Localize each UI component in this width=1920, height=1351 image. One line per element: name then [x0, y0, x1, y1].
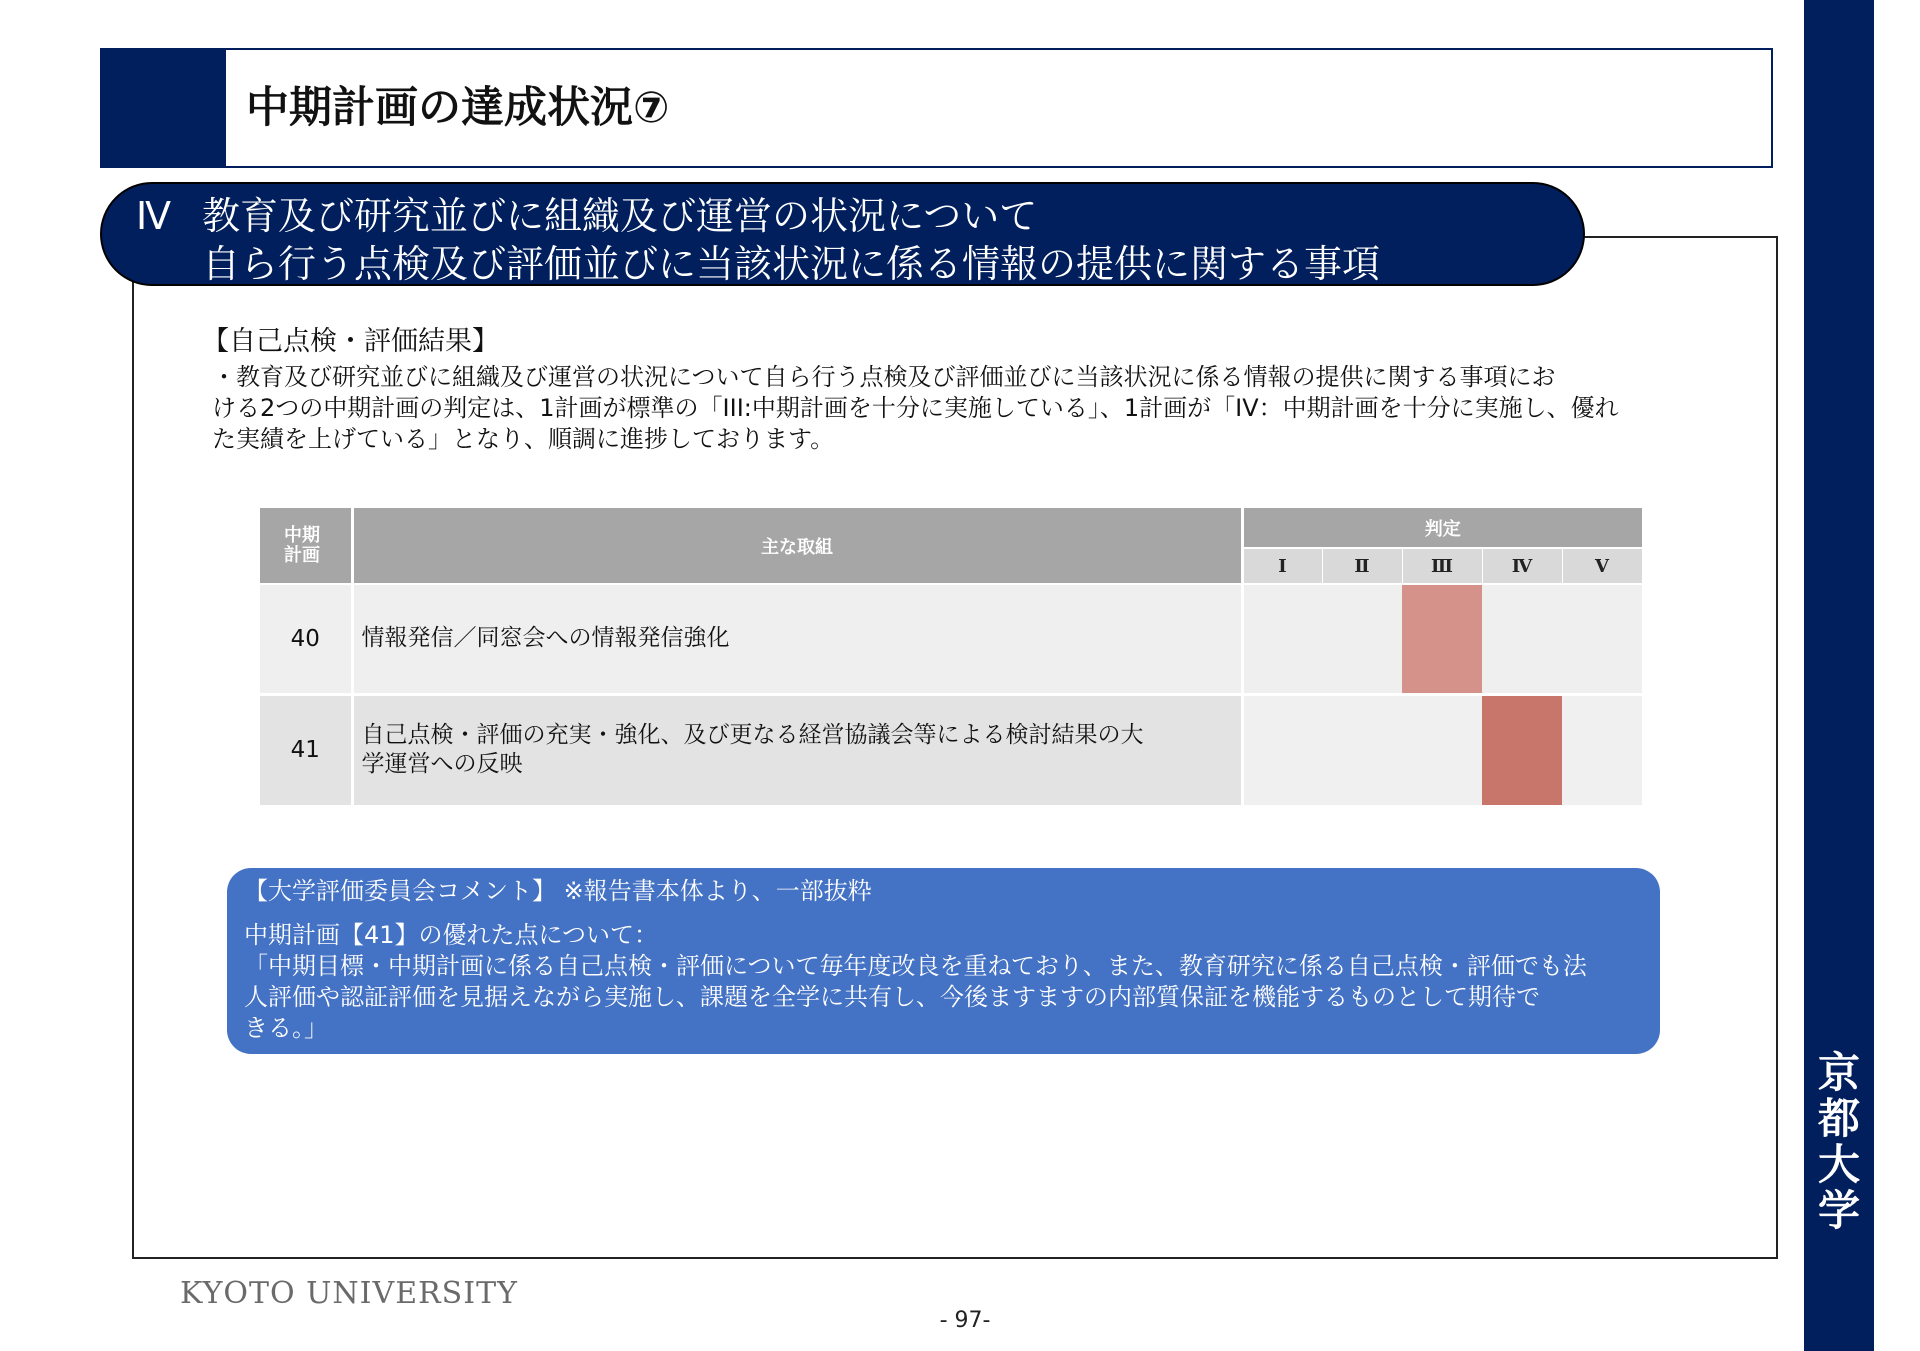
section-title-line1: 教育及び研究並びに組織及び運営の状況について: [202, 194, 1038, 238]
comment-line: 人評価や認証評価を見据えながら実施し、課題を全学に共有し、今後ますますの内部質保証を機能するものとして期待で: [244, 983, 1540, 1011]
grade-cell-selected: [1482, 694, 1562, 806]
footer-university-logo: KYOTO UNIVERSITY: [180, 1276, 518, 1311]
section-header: [100, 182, 1585, 286]
page-title: 中期計画の達成状況⑦: [246, 83, 670, 133]
plan-number: 41: [260, 694, 352, 806]
column-header-action: 主な取組: [352, 508, 1242, 584]
comment-line: きる。」: [244, 1014, 328, 1042]
grade-cell: [1482, 584, 1562, 694]
grade-cell-selected: [1402, 584, 1482, 694]
evaluation-line: た実績を上げている」となり、順調に進捗しております。: [212, 425, 835, 453]
title-bar: [100, 48, 1773, 168]
grade-cell: [1322, 584, 1402, 694]
comment-line: 中期計画【41】の優れた点について：: [244, 921, 659, 949]
judgement-table: [260, 508, 1643, 808]
action-cell: 情報発信／同窓会への情報発信強化: [352, 584, 1242, 694]
grade-cell: [1402, 694, 1482, 806]
plan-number: 40: [260, 584, 352, 694]
table-row: [260, 584, 1642, 694]
grade-header-1: Ⅰ: [1242, 548, 1322, 584]
university-logo-vertical: 京 都 大 学: [1817, 1048, 1860, 1235]
grade-cell: [1242, 584, 1322, 694]
evaluation-line: ける2つの中期計画の判定は、1計画が標準の「III:中期計画を十分に実施している」、1計画が「IV：中期計画を十分に実施し、優れ: [212, 394, 1619, 422]
grade-header-5: Ⅴ: [1562, 548, 1642, 584]
column-header-plan: 中期 計画: [260, 508, 352, 584]
column-header-judgement: 判定: [1242, 508, 1642, 548]
title-accent-block: [102, 50, 226, 166]
grade-cell: [1562, 584, 1642, 694]
evaluation-line: ・教育及び研究並びに組織及び運営の状況について自ら行う点検及び評価並びに当該状況に係る情報の提供に関する事項にお: [212, 363, 1556, 391]
grade-cell: [1242, 694, 1322, 806]
grade-header-3: Ⅲ: [1402, 548, 1482, 584]
section-title-line2: 自ら行う点検及び評価並びに当該状況に係る情報の提供に関する事項: [202, 242, 1381, 286]
action-cell: 自己点検・評価の充実・強化、及び更なる経営協議会等による検討結果の大 学運営への反映: [352, 694, 1242, 806]
comment-text: [244, 920, 1644, 1044]
page-number: - 97-: [939, 1308, 991, 1333]
evaluation-heading: 【自己点検・評価結果】: [202, 326, 499, 357]
table-row: [260, 694, 1642, 806]
grade-cell: [1322, 694, 1402, 806]
section-number: Ⅳ: [136, 194, 172, 238]
comment-line: 「中期目標・中期計画に係る自己点検・評価について毎年度改良を重ねており、また、教育研究に係る自己点検・評価でも法: [244, 952, 1587, 980]
grade-header-4: Ⅳ: [1482, 548, 1562, 584]
side-bar: [1804, 0, 1874, 1351]
grade-cell: [1562, 694, 1642, 806]
evaluation-text: [212, 362, 1692, 455]
grade-header-2: Ⅱ: [1322, 548, 1402, 584]
committee-comment-box: [227, 868, 1660, 1054]
comment-heading: 【大学評価委員会コメント】 ※報告書本体より、一部抜粋: [244, 877, 872, 905]
